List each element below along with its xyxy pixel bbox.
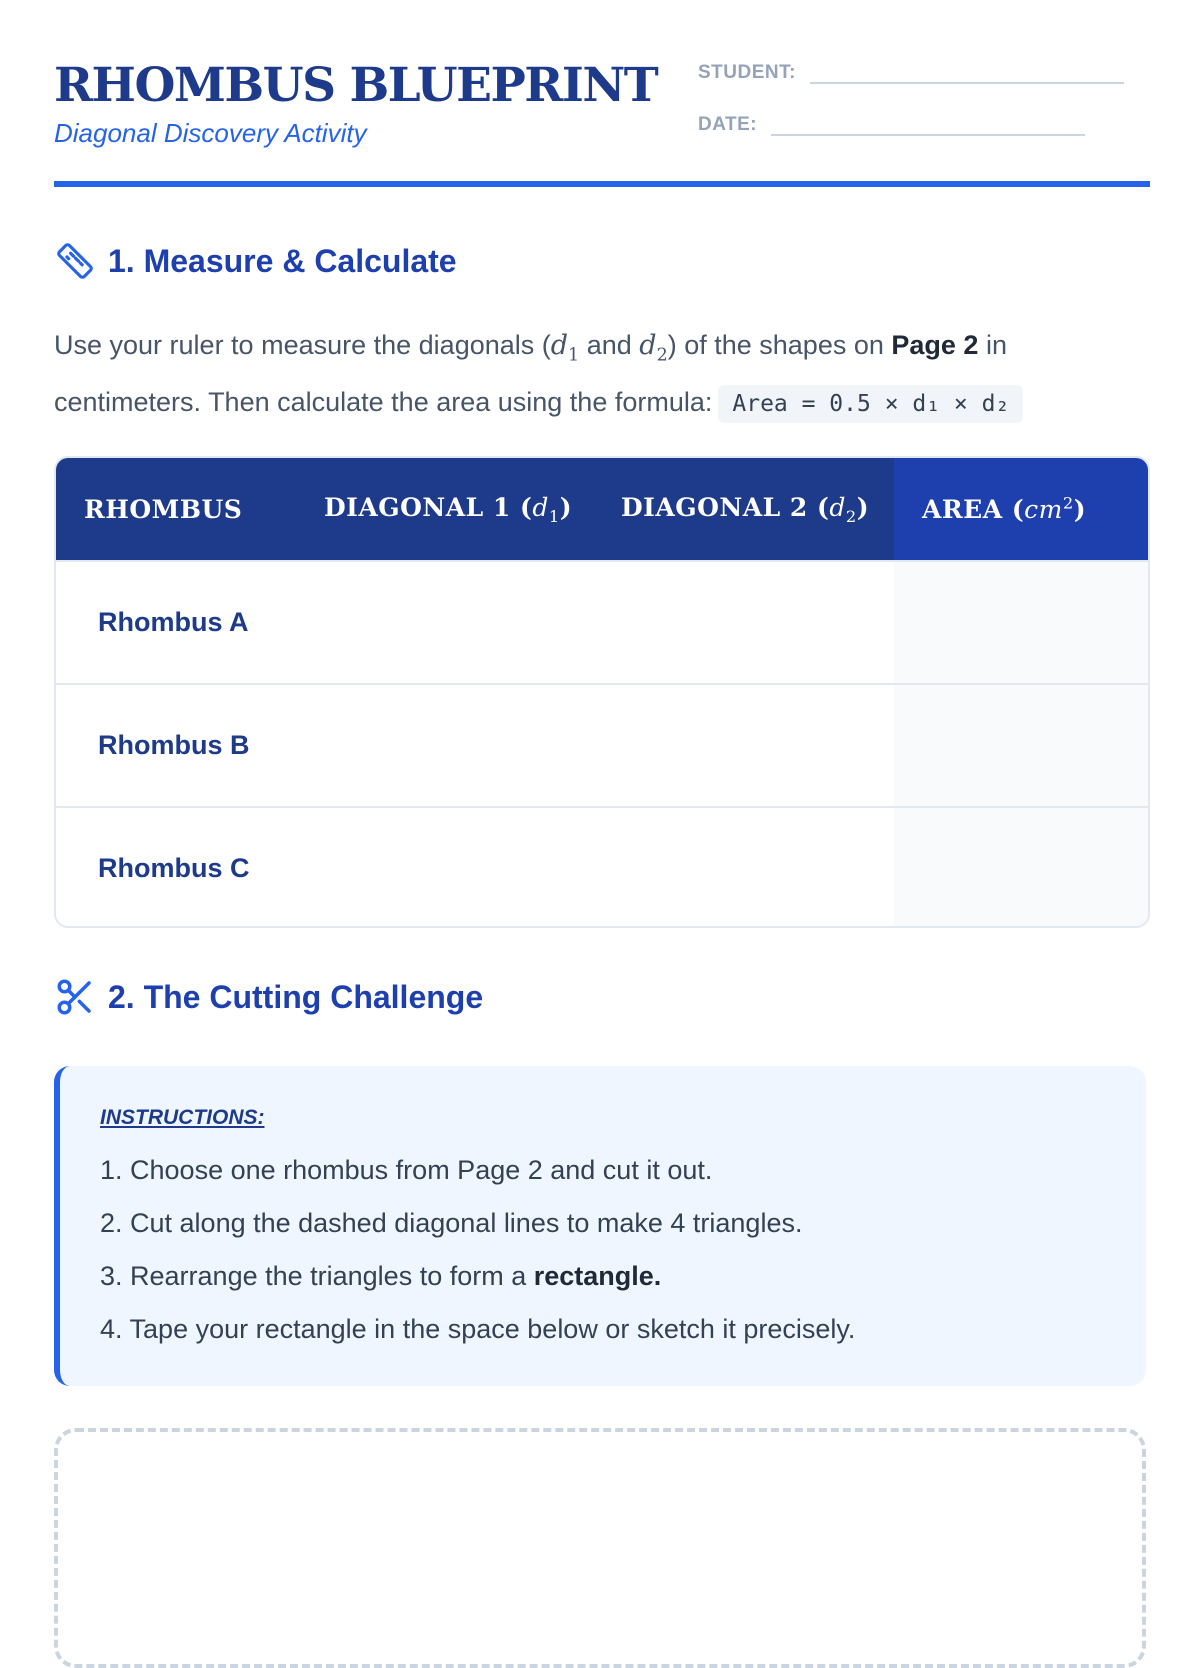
section-title-measure: 1. Measure & Calculate <box>108 242 457 279</box>
measurement-table <box>54 456 1150 928</box>
d1-symbol: $d_1$ <box>550 330 580 366</box>
d2-cell[interactable] <box>583 684 894 807</box>
instructions-label: INSTRUCTIONS: <box>100 1106 265 1129</box>
col-header-area: AREA $(cm^2)$ <box>894 458 1148 561</box>
student-field <box>698 60 1124 84</box>
d1-cell[interactable] <box>286 807 583 928</box>
section-cutting-heading <box>54 976 483 1018</box>
list-item: 2. Cut along the dashed diagonal lines to make 4 triangles. <box>100 1208 803 1238</box>
intro-post-text: in centimeters. Then calculate the area using the formula: <box>54 330 1007 418</box>
ruler-icon <box>54 240 96 282</box>
table-row <box>56 561 1148 684</box>
tape-sketch-area[interactable] <box>54 1428 1146 1668</box>
student-name-line[interactable] <box>810 60 1124 84</box>
col-header-diagonal2: DIAGONAL 2 $(d_2)$ <box>583 458 894 561</box>
and-text: and <box>579 330 640 360</box>
list-item: 3. Rearrange the triangles to form a rectangle. <box>100 1261 662 1291</box>
d2-cell[interactable] <box>583 807 894 928</box>
section-measure-heading <box>54 240 457 282</box>
intro-text: Use your ruler to measure the diagonals ( <box>54 330 551 360</box>
d2-cell[interactable] <box>583 561 894 684</box>
section-title-cutting: 2. The Cutting Challenge <box>108 978 484 1015</box>
area-cell[interactable] <box>894 807 1148 928</box>
measure-instructions <box>54 322 1150 428</box>
intro-mid-text: ) of the shapes on <box>667 330 892 360</box>
area-cell[interactable] <box>894 684 1148 807</box>
instructions-box <box>54 1066 1146 1386</box>
date-line[interactable] <box>771 112 1085 136</box>
worksheet-header <box>54 0 1150 190</box>
page-title: RHOMBUS BLUEPRINT <box>54 58 658 113</box>
student-label: STUDENT: <box>698 62 796 83</box>
row-label: Rhombus B <box>56 684 286 807</box>
instructions-list <box>100 1144 1146 1356</box>
col-header-diagonal1: DIAGONAL 1 $(d_1)$ <box>286 458 583 561</box>
col-header-rhombus: RHOMBUS <box>56 458 286 561</box>
table-row <box>56 807 1148 928</box>
scissors-icon <box>54 976 96 1018</box>
page-reference: Page 2 <box>891 330 979 360</box>
date-label: DATE: <box>698 114 758 135</box>
date-field <box>698 112 1085 136</box>
area-formula: Area = 0.5 × d₁ × d₂ <box>718 385 1023 423</box>
table-row <box>56 684 1148 807</box>
list-item: 1. Choose one rhombus from Page 2 and cut it out. <box>100 1155 713 1185</box>
d1-cell[interactable] <box>286 561 583 684</box>
table-header-row <box>56 458 1148 561</box>
list-item: 4. Tape your rectangle in the space below or sketch it precisely. <box>100 1314 856 1344</box>
row-label: Rhombus C <box>56 807 286 928</box>
d1-cell[interactable] <box>286 684 583 807</box>
d2-symbol: $d_2$ <box>639 330 668 366</box>
area-cell[interactable] <box>894 561 1148 684</box>
row-label: Rhombus A <box>56 561 286 684</box>
header-divider <box>54 181 1150 187</box>
page-subtitle: Diagonal Discovery Activity <box>54 118 367 148</box>
rectangle-emphasis: rectangle <box>533 1261 654 1291</box>
